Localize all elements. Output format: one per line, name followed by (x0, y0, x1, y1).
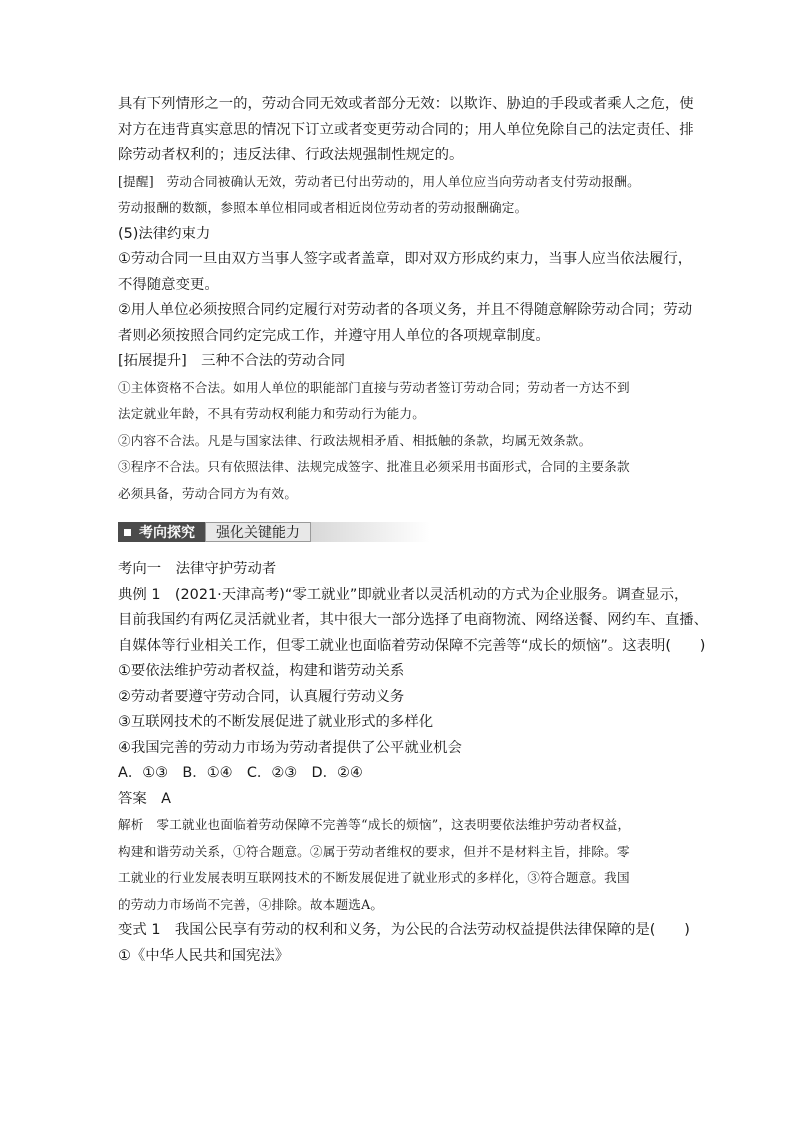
extension-line: 必须具备，劳动合同方为有效。 (118, 485, 298, 501)
option-item: ③互联网技术的不断发展促进了就业形式的多样化 (118, 714, 434, 730)
section-banner (118, 521, 430, 543)
variant-option: ①《中华人民共和国宪法》 (118, 947, 290, 964)
analysis-line: 构建和谐劳动关系，①符合题意。②属于劳动者维权的要求，但并不是材料主旨，排除。零 (118, 843, 630, 859)
intro-line: 具有下列情形之一的，劳动合同无效或者部分无效：以欺诈、胁迫的手段或者乘人之危，使 (118, 96, 694, 112)
extension-line: ③程序不合法。只有依照法律、法规完成签字、批准且必须采用书面形式，合同的主要条款 (118, 459, 630, 474)
extension-line: 法定就业年龄，不具有劳动权利能力和劳动行为能力。 (118, 406, 426, 421)
legal-force-line: ②用人单位必须按照合同约定履行对劳动者的各项义务，并且不得随意解除劳动合同；劳动 (118, 302, 693, 318)
extension-line: ①主体资格不合法。如用人单位的职能部门直接与劳动者签订劳动合同；劳动者一方达不到 (118, 379, 630, 395)
option-item: ①要依法维护劳动者权益，构建和谐劳动关系 (118, 663, 405, 679)
tip-line: [提醒] 劳动合同被确认无效，劳动者已付出劳动的，用人单位应当向劳动者支付劳动报酬。 (118, 173, 640, 189)
example-line: 自媒体等行业相关工作，但零工就业也面临着劳动保障不完善等“成长的烦恼”。这表明( ) (118, 637, 706, 654)
legal-force-heading: (5)法律约束力 (118, 225, 211, 242)
legal-force-line: 者则必须按照合同约定完成工作，并遵守用人单位的各项规章制度。 (118, 327, 550, 344)
variant-question: 变式 1 我国公民享有劳动的权利和义务，为公民的合法劳动权益提供法律保障的是( ) (118, 922, 690, 938)
answer-choices: A．①③ B．①④ C．②③ D．②④ (118, 765, 363, 781)
square-icon (124, 529, 131, 536)
banner-fade (311, 522, 430, 542)
intro-line: 对方在违背真实意思的情况下订立或者变更劳动合同的；用人单位免除自己的法定责任、排 (118, 121, 694, 138)
extension-line: ②内容不合法。凡是与国家法律、行政法规相矛盾、相抵触的条款，均属无效条款。 (118, 432, 592, 448)
analysis-line: 解析 零工就业也面临着劳动保障不完善等“成长的烦恼”，这表明要依法维护劳动者权益， (118, 817, 631, 832)
banner-secondary (205, 522, 311, 542)
option-item: ②劳动者要遵守劳动合同，认真履行劳动义务 (118, 688, 405, 705)
legal-force-line: ①劳动合同一旦由双方当事人签字或者盖章，即对双方形成约束力，当事人应当依法履行， (118, 251, 693, 267)
banner-secondary-label: 强化关键能力 (216, 525, 300, 541)
banner-primary (118, 522, 205, 542)
example-line: 目前我国约有两亿灵活就业者，其中很大一部分选择了电商物流、网络送餐、网约车、直播、 (118, 612, 709, 628)
legal-force-line: 不得随意变更。 (118, 276, 219, 293)
option-item: ④我国完善的劳动力市场为劳动者提供了公平就业机会 (118, 739, 462, 756)
page-content (118, 92, 709, 969)
analysis-line: 的劳动力市场尚不完善，④排除。故本题选A。 (118, 896, 384, 912)
intro-line: 除劳动者权利的；违反法律、行政法规强制性规定的。 (118, 147, 464, 163)
extension-title: [拓展提升] 三种不合法的劳动合同 (118, 353, 346, 369)
answer: 答案 A (118, 790, 172, 807)
example-line: 典例 1 (2021·天津高考)“零工就业”即就业者以灵活机动的方式为企业服务。调查显示， (118, 586, 689, 603)
analysis-line: 工就业的行业发展表明互联网技术的不断发展促进了就业形式的多样化，③符合题意。我国 (118, 870, 630, 885)
tip-line: 劳动报酬的数额，参照本单位相同或者相近岗位劳动者的劳动报酬确定。 (118, 200, 528, 215)
banner-primary-label: 考向探究 (139, 525, 195, 541)
direction-title: 考向一 法律守护劳动者 (118, 561, 277, 577)
